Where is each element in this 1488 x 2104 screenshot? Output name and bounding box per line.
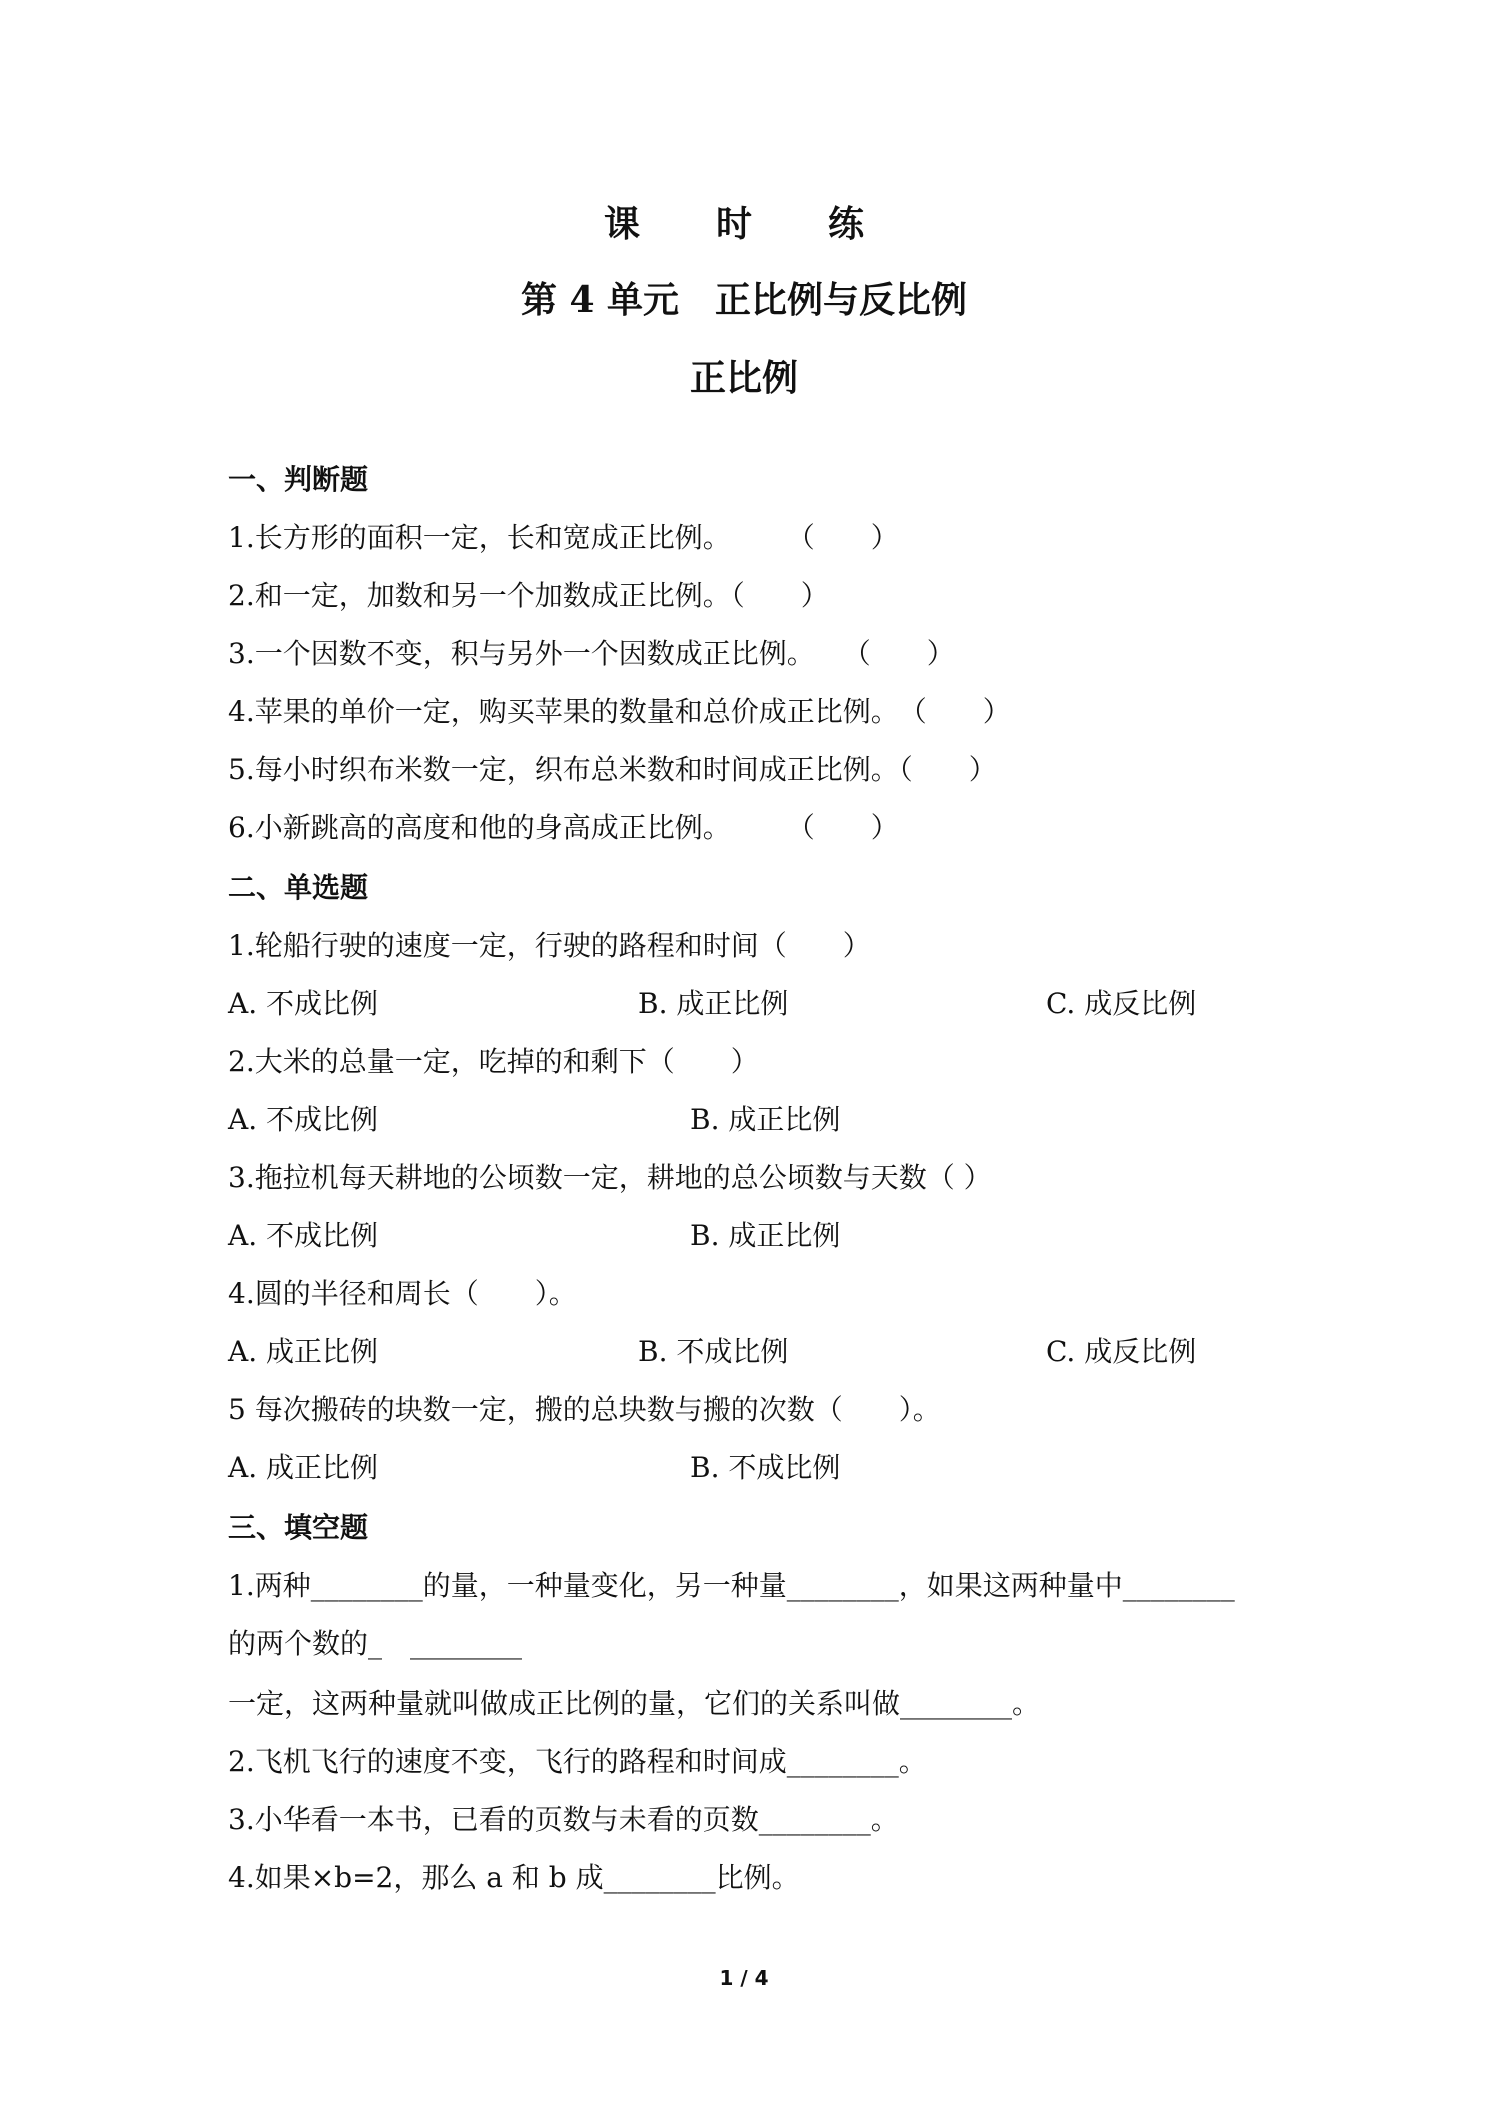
option-a: A. 不成比例 — [228, 1103, 379, 1136]
option-a: A. 成正比例 — [228, 1451, 379, 1484]
fill-item: 的两个数的_ ________ — [228, 1627, 523, 1660]
option-b: B. 成正比例 — [690, 1219, 841, 1252]
page-number: 1 / 4 — [719, 1966, 769, 1990]
fill-item: 2.飞机飞行的速度不变，飞行的路程和时间成________。 — [228, 1745, 927, 1778]
option-b: B. 不成比例 — [638, 1335, 789, 1368]
judgement-item: 1.长方形的面积一定，长和宽成正比例。 （ ） — [228, 521, 899, 554]
choice-question: 1.轮船行驶的速度一定，行驶的路程和时间（ ） — [228, 929, 871, 962]
judgement-item: 3.一个因数不变，积与另外一个因数成正比例。 （ ） — [228, 637, 955, 670]
option-c: C. 成反比例 — [1046, 1335, 1197, 1368]
choice-question: 5 每次搬砖的块数一定，搬的总块数与搬的次数（ ）。 — [228, 1393, 941, 1426]
section-heading-fill: 三、填空题 — [228, 1511, 369, 1544]
fill-item: 4.如果×b=2，那么 a 和 b 成________比例。 — [228, 1861, 800, 1894]
option-c: C. 成反比例 — [1046, 987, 1197, 1020]
option-b: B. 不成比例 — [690, 1451, 841, 1484]
fill-item: 一定，这两种量就叫做成正比例的量，它们的关系叫做________。 — [228, 1687, 1041, 1720]
option-b: B. 成正比例 — [690, 1103, 841, 1136]
option-a: A. 不成比例 — [228, 987, 379, 1020]
unit-title: 第 4 单元 正比例与反比例 — [520, 279, 968, 321]
choice-question: 2.大米的总量一定，吃掉的和剩下（ ） — [228, 1045, 759, 1078]
lesson-title: 正比例 — [689, 357, 798, 399]
judgement-item: 2.和一定，加数和另一个加数成正比例。（ ） — [228, 579, 829, 612]
section-heading-choice: 二、单选题 — [228, 871, 369, 904]
option-a: A. 成正比例 — [228, 1335, 379, 1368]
judgement-item: 5.每小时织布米数一定，织布总米数和时间成正比例。（ ） — [228, 753, 997, 786]
choice-question: 4.圆的半径和周长（ ）。 — [228, 1277, 577, 1310]
judgement-item: 6.小新跳高的高度和他的身高成正比例。 （ ） — [228, 811, 899, 844]
option-b: B. 成正比例 — [638, 987, 789, 1020]
section-heading-judgement: 一、判断题 — [228, 463, 369, 496]
judgement-item: 4.苹果的单价一定，购买苹果的数量和总价成正比例。 （ ） — [228, 695, 1011, 728]
fill-item: 1.两种________的量，一种量变化，另一种量________，如果这两种量中________ — [228, 1569, 1235, 1602]
option-a: A. 不成比例 — [228, 1219, 379, 1252]
fill-item: 3.小华看一本书，已看的页数与未看的页数________。 — [228, 1803, 899, 1836]
page-title: 课 时 练 — [603, 203, 884, 245]
choice-question: 3.拖拉机每天耕地的公顷数一定，耕地的总公顷数与天数（ ） — [228, 1161, 992, 1194]
